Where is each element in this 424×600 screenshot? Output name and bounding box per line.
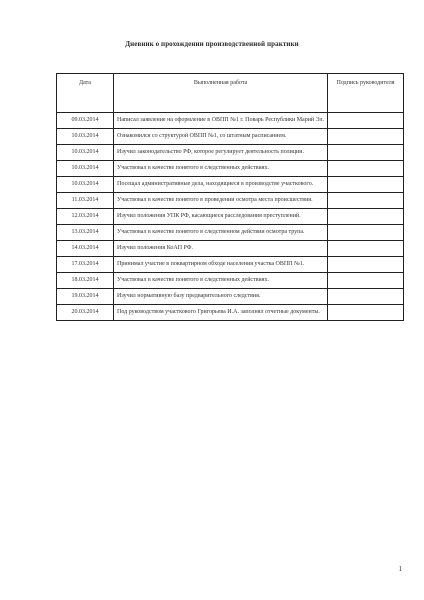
table-row xyxy=(57,209,404,225)
row-signature xyxy=(328,225,404,241)
row-work: Участвовал в качестве понятого в следственном действии осмотра трупа. xyxy=(114,225,328,241)
header-work: Выполненная работа xyxy=(114,74,328,113)
row-signature xyxy=(328,273,404,289)
header-date: Дата xyxy=(57,74,114,113)
row-signature xyxy=(328,241,404,257)
row-date: 10.03.2014 xyxy=(57,161,114,177)
table-row xyxy=(57,193,404,209)
table-row xyxy=(57,177,404,193)
row-date: 20.03.2014 xyxy=(57,305,114,321)
table-row xyxy=(57,257,404,273)
row-date: 10.03.2014 xyxy=(57,177,114,193)
page-number: 1 xyxy=(398,565,402,573)
row-work: Ознакомился со структурой ОВПП №1, со штатным расписанием. xyxy=(114,129,328,145)
table-row xyxy=(57,241,404,257)
table-row xyxy=(57,289,404,305)
row-signature xyxy=(328,257,404,273)
row-date: 10.03.2014 xyxy=(57,129,114,145)
table-row xyxy=(57,225,404,241)
row-date: 13.03.2014 xyxy=(57,225,114,241)
row-signature xyxy=(328,193,404,209)
table-row xyxy=(57,145,404,161)
row-work: Посещал административные дела, находящиеся в производстве участкового. xyxy=(114,177,328,193)
row-date: 17.03.2014 xyxy=(57,257,114,273)
row-work: Участвовал в качестве понятого в следственных действиях. xyxy=(114,273,328,289)
row-date: 18.03.2014 xyxy=(57,273,114,289)
table-row xyxy=(57,129,404,145)
header-signature: Подпись руководителя xyxy=(328,74,404,113)
row-work: Участвовал в качестве понятого в следственных действиях. xyxy=(114,161,328,177)
row-signature xyxy=(328,129,404,145)
row-work: Под руководством участкового Григорьева И.А. заполнял отчетные документы. xyxy=(114,305,328,321)
row-signature xyxy=(328,289,404,305)
row-work: Принимал участие в поквартирном обходе населения участка ОВПП №1. xyxy=(114,257,328,273)
row-work: Изучил законодательство РФ, которое регулирует деятельность полиции. xyxy=(114,145,328,161)
row-signature xyxy=(328,209,404,225)
row-date: 14.03.2014 xyxy=(57,241,114,257)
document-title: Дневник о прохождении производственной практики xyxy=(125,40,299,48)
row-date: 19.03.2014 xyxy=(57,289,114,305)
table-row xyxy=(57,305,404,321)
row-work: Изучил положения УПК РФ, касающиеся расследования преступлений. xyxy=(114,209,328,225)
table-row xyxy=(57,273,404,289)
row-date: 09.03.2014 xyxy=(57,113,114,129)
row-signature xyxy=(328,305,404,321)
row-work: Изучил нормативную базу предварительного следствия. xyxy=(114,289,328,305)
row-work: Написал заявление на оформление в ОВПП №1 г. Поварь Республики Марий Эл. xyxy=(114,113,328,129)
row-work: Участвовал в качестве понятого в проведении осмотра места происшествия. xyxy=(114,193,328,209)
row-signature xyxy=(328,145,404,161)
row-signature xyxy=(328,113,404,129)
row-work: Изучил положения КоАП РФ. xyxy=(114,241,328,257)
row-signature xyxy=(328,161,404,177)
row-date: 10.03.2014 xyxy=(57,145,114,161)
table-row xyxy=(57,161,404,177)
practice-diary-table xyxy=(56,73,404,321)
row-date: 11.03.2014 xyxy=(57,193,114,209)
table-row xyxy=(57,113,404,129)
table-header-row xyxy=(57,74,404,113)
table-body xyxy=(57,113,404,321)
row-date: 12.03.2014 xyxy=(57,209,114,225)
row-signature xyxy=(328,177,404,193)
